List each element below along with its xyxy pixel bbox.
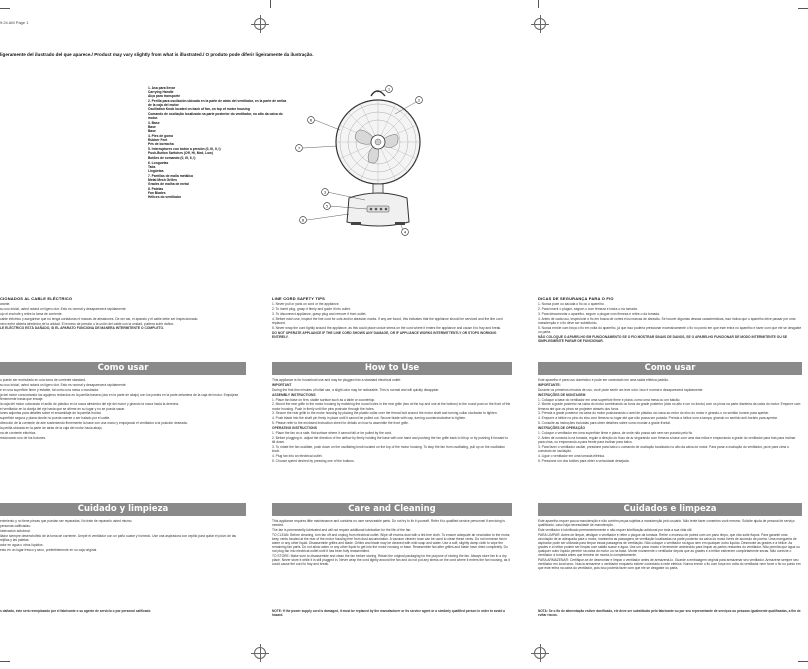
en-column	[272, 296, 512, 340]
print-mark: 9:24 AM Page 1	[0, 20, 29, 25]
en-care-title: Care and Cleaning	[272, 503, 512, 516]
part-item: 1. Asa para llevar Carrying Handle Alça para transporte	[148, 86, 181, 99]
callout-3	[322, 189, 329, 196]
pt-cord-title: DICAS DE SEGURANÇA PARA O FIO	[538, 296, 614, 301]
es-footer: s dañado, éste será reemplazado por el fabricante o su agente de servicio o por personal calificado	[0, 609, 151, 613]
svg-text:1: 1	[387, 87, 391, 92]
top-note: ligeramente del ilustrado del que aparece./ Product may vary slightly from what is illustrated./ O produto pode diferir ligeiramente da ilustração.	[0, 52, 314, 57]
svg-text:3: 3	[323, 190, 327, 195]
en-care-body: This appliance requires little maintenance and contains no user serviceable parts. Do not try to fix it yourself. Refer it to qualified service personnel if servicing is needed. The fan is permanently lubricated and will not require additional lubrication for the life of the fan. TO CLEAN: Before cleaning, turn fan off and unplug from electrical outlet. Wipe off excess dust with a lint-free cloth. To ensure adequate air circulation to the motor, keep vents located at the rear of the motor housing free from dust accumulation. A vacuum cleaner hose can be used to clean these vents. Do not immerse fan in water or any other liquid. Disassemble grilles and blade. Grilles and blade may be cleaned with mild soap and water. Use a soft, slightly damp cloth to wipe the remaining fan parts. Do not allow water or any other liquid to get into the motor housing or base. Reassemble fan after grilles and blade have dried completely. Do not plug fan into electrical outlet until it has been fully reassembled. TO STORE: Make sure to disassemble and clean the fan before storing. Retain the original packaging for the purpose of storing the fan. Always store fan in a dry place. Never store it while it is still plugged in. Never wrap the cord tightly around the fan and do not put any stress on the cord where it enters the fan housing, as it could cause the cord to fray and break.	[272, 519, 511, 567]
registration-mark	[534, 647, 546, 659]
en-footer: NOTE: If the power supply cord is damaged, it must be replaced by the manufacturer or its service agent or a similarly qualified person in order to avoid a hazard.	[272, 609, 505, 617]
pt-footer: NOTA: Se o fio de alimentação estiver danificado, ele deve ser substituído pelo fabricante ou por seu representante de serviços ou pessoas igualmente qualificadas, a fim de evitar riscos.	[538, 609, 801, 617]
svg-text:6: 6	[309, 118, 313, 123]
pt-how-body: Este aparelho é para uso doméstico e pode ser conectado em uma saída elétrica padrão. IMPORTANTE: Durante os primeiros minutos de uso, você pode sentir um leve odor. Isso é normal e desaparecerá rapidamente. INSTRUÇÕES DE MONTAGEM 1. Coloque a base do ventilador em uma superfície firme e plana, como uma mesa ou um balcão. 2. Monte a grade posterior na caixa do motor combinando os furos da grade posterior (dois no alto e um no fundo) com os pinos na parte dianteira da caixa do motor. Empurre com firmeza até que os pinos se projetem através dos furos. 3. Prenda a grade posterior na caixa do motor posicionando o anel de plástico na rosca ao redor do eixo do motor e girando-o no sentido horário para apertar. 4. Empurre a hélice no pino do eixo com firmeza no lugar até que não possa ser puxada. Prenda a hélice com a tampa, girando no sentido anti-horário para apertar. 5. Consulte as instruções incluídas para obter detalhes sobre como montar a grade frontal. INSTRUÇÕES DE OPERAÇÃO 1. Coloque o ventilador em uma superfície firme e plana, de onde não possa cair nem ser puxado pelo fio. 2. Antes de conectá-lo na tomada, regule a direção do fluxo de ar segurando com firmeza a base com uma das mãos e empurrando a grade do ventilador para trás para inclinar para cima, ou empurrando-a para frente para inclinar para baixo. 3. Para fazer o ventilador oscilar, pressione para baixo o comando de oscilação localizado no alto da caixa do motor. Para parar a oscilação do ventilador, puxe para cima o comando de oscilação. 4. Ligue o ventilador em uma tomada elétrica. 5. Pressione um dos botões para obter a velocidade desejada.	[538, 378, 801, 463]
es-care-title: Cuidado y limpieza	[0, 503, 246, 516]
part-item: 6. Longuetas Tabs Lingüetas	[148, 160, 169, 173]
es-cord-body: arante. su uso inicial, usted notará un ligero olor. Esto es normal y desaparecerá rápidamente. ojo el enchufe y retire la toma de corriente. cable eléctrico y asegúrese que no tenga cortaduras ni marcas de abrasiones. De ser así, el aparato y el cable debe ser inspeccionado. nero entre abierta alrededor de la unidad. El exceso de presión o la unión del cable con la unidad, pudiera sufrir daños. LE ELÉCTRICO ESTÁ DAÑADO, SI EL APARATO FUNCIONA DE MANERA INTERMITENTE O COMPLETO.	[0, 302, 199, 331]
part-item: 2. Perilla para oscilación ubicada en la parte de atrás del ventilador, en la parte de arriba de la caja del motor Oscillation Knob located on back of fan, on top of motor housing Comando de oscilação localizado na parte posterior do ventilador, no alto da caixa do motor.	[148, 99, 287, 120]
crop-mark	[0, 661, 10, 662]
callout-5	[324, 203, 331, 210]
es-how-body: o puede ser enchufado en una toma de corriente standard. su uso inicial, usted notará un ligero olor. Esto es normal y desaparecerá rápidamente. e en una superficie firme y estable, tal como una mesa o mostrador. ja del motor concordando los agujeros redondos en la parrilla trasera (dos en la parte de abajo) con los postes en la parte delantera de la caja del motor. Empújese firmemente hasta que encaje. la caja del motor colocando el anillo de plástico en la rosca alrededor del eje del motor y girando la rosca hacia la derecha. el ventilador en la clavija del eje hasta que se afirme en su lugar y no se pueda sacar. iones adjuntas para detalles sobre el ensamblaje de la parrilla frontal. superficie segura y plana donde no pueda caerse o ser halado por el cable. dirección de la corriente de aire sosteniendo firmemente la base con una mano y empujando el ventilador a la posición deseada. la perilla ubicada en la parte de atrás de la caja del motor hacia abajo. na de corriente eléctrica. resionando uno de los botones.	[0, 378, 239, 440]
part-item: 3. Base Base Base	[148, 120, 160, 133]
part-item: 8. Paletas Fan Blades Hélices do ventilador	[148, 187, 182, 200]
callout-7	[296, 145, 303, 152]
pt-column	[538, 296, 802, 344]
registration-mark	[254, 647, 266, 659]
callout-1	[386, 86, 393, 93]
pt-cord-body: 1. Nunca puxe ou sacuda o fio ou o aparelho. 2. Para inserir o plugue, segure-o com firmeza e insira-o na tomada. 3. Para desconectar o aparelho, segure o plugue com firmeza e retire-o da tomada. 4. Antes de cada uso, inspecione o fio em busca de cortes e/ou marcas de abrasão. Se houver algumas dessas características, isso indica que o aparelho deve passar por uma manutenção e o fio deve ser substituído. 5. Nunca enrole com força o fio em volta do aparelho, já que isso poderia pressionar excessivamente o fio no ponto em que este entra no aparelho e fazer com que ele se desgaste ou parta. NÃO COLOQUE O APARELHO EM FUNCIONAMENTO SE O FIO MOSTRAR SINAIS DE DANOS, SE O APARELHO FUNCIONAR DE MODO INTERMITENTE OU SE SIMPLESMENTE PARAR DE FUNCIONAR.	[538, 302, 802, 343]
part-item: 7. Parrillas de malla metálica Metal Mesh Grilles Grades de malha de metal	[148, 173, 193, 187]
svg-text:8: 8	[301, 218, 305, 223]
registration-mark	[534, 18, 546, 30]
en-how-body: This appliance is for household use and may be plugged into a standard electrical outlet. IMPORTANT During the first few minutes of initial use, a slight odor may be noticeable. This is normal and will quickly disappear. ASSEMBLY INSTRUCTIONS 1. Place fan base on firm, stable surface such as a table or countertop. 2. Mount the rear grille to the motor housing by matching the round holes in the rear grille (two at the top and one at the bottom) to the round post on the front of the motor housing. Push in firmly until the pins protrude through the holes. 3. Secure the rear grille to the motor housing by placing the plastic collar over the thread bolt around the motor shaft and turning collar clockwise to tighten. 4. Push blade into the shaft pin firmly in place until it cannot be pulled out. Secure blade with cap, turning counterclockwise to tighten. 5. Please refer to the enclosed instruction sheet for details on how to assemble the front grille. OPERATING INSTRUCTIONS 1. Place the fan on a safe, flat surface where it cannot fall or be pulled by the cord. 2. Before plugging in, adjust the direction of the airflow by firmly holding the base with one hand and pushing the fan grille back to tilt up or by pushing it forward to tilt down. 3. To rotate the fan oscillate, push down on the oscillating knob located on the top of the motor housing. To stop the fan from oscillating, pull up on the oscillation knob. 4. Plug fan into an electrical outlet. 5. Choose speed desired by pressing one of the buttons.	[272, 378, 511, 463]
fan-drawing	[336, 91, 420, 226]
en-cord-body: 1. Never pull or yank on cord or the appliance. 2. To insert plug, grasp it firmly and guide it into outlet. 3. To disconnect appliance, grasp plug and remove it from outlet. 4. Before each use, inspect the line cord for cuts and/or abrasion marks. If any are found, this indicates that the appliance should be serviced and the line cord replaced. 5. Never wrap the cord tightly around the appliance, as this could place undue stress on the cord where it enters the appliance and cause it to fray and break. DO NOT OPERATE APPLIANCE IF THE LINE CORD SHOWS ANY DAMAGE, OR IF APPLIANCE WORKS INTERMITTENTLY OR STOPS WORKING ENTIRELY.	[272, 302, 503, 339]
en-how-title: How to Use	[272, 362, 512, 375]
pt-care-body: Este aparelho requer pouca manutenção e não contém peças sujeitas a manutenção pelo usuário. Não tente fazer consertos você mesmo. Solicite ajuda de pessoal de serviço qualificado, caso haja necessidade de manutenção. Este ventilador é lubrificado permanentemente e não requer lubrificação adicional por toda a sua vida útil. PARA LIMPAR: Antes de limpar, desligue o ventilador e retire o plugue da tomada. Retire o excesso de poeira com um pano limpo, que não solte fiapos. Para garantir uma circulação de ar adequada para o motor, mantenha as passagens de ventilação localizadas na parte posterior da caixa do motor livres de acúmulo de poeira. Uma mangueira de aspirador pode ser utilizada para limpar essas passagens de ventilação. Não coloque o ventilador na água nem em qualquer outro líquido. Desmonte as grades e a hélice. As grades e a hélice podem ser limpas com sabão suave e água. Use um pano macio e levemente umedecido para limpar as partes restantes do ventilador. Não permita que água ou qualquer outro líquido penetre na caixa do motor ou na base. Monte novamente o ventilador depois que as grades e a hélice estiverem completamente secas. Não conecte o ventilador à tomada antes que termine de montá-lo completamente. PARA ARMAZENAR: Certifique-se de desmontar e limpar o ventilador antes de armazená-lo. Guarde a embalagem original para armazenar seu ventilador. Armazene sempre seu ventilador em local seco. Nunca armazene o ventilador enquanto estiver conectado à rede elétrica. Nunca enrole o fio com força em volta do ventilador nem force o fio no ponto em que este entra na caixa do ventilador, pois isso poderia fazer com que ele se desgaste ou parta.	[538, 519, 801, 571]
fan-illustration	[285, 80, 435, 240]
callout-8	[300, 217, 307, 224]
svg-text:7: 7	[297, 146, 301, 151]
pt-care-title: Cuidados e limpeza	[538, 503, 802, 516]
part-item: 4. Pies de goma Rubber Feet Pés de borracha	[148, 134, 174, 147]
crop-mark	[798, 8, 808, 9]
es-care-body: enimiento y no tiene piezas que puedan ser reparadas. No trate de repararlo usted mismo. personas calificadas. lubricación adicional. ilador siempre desenchúfelo de la toma de corriente. Limpie el ventilador con un paño suave y húmedo. Use una aspiradora con cepillo para quitar el polvo de las rejillas y las paletas. ador en agua u otros líquidos. esto en un lugar fresco y seco, preferiblemente en su caja original.	[0, 519, 237, 552]
crop-mark	[270, 0, 271, 8]
parts-list	[148, 86, 290, 200]
registration-mark	[254, 18, 266, 30]
es-how-title: Como usar	[0, 362, 246, 375]
pt-how-title: Como usar	[538, 362, 802, 375]
crop-mark	[798, 661, 808, 662]
svg-text:4: 4	[403, 230, 407, 235]
crop-mark	[538, 0, 539, 8]
es-cord-title: CIONADOS AL CABLE ELÉCTRICO	[0, 296, 73, 301]
svg-text:5: 5	[325, 204, 329, 209]
svg-text:2: 2	[417, 98, 421, 103]
en-cord-title: LINE CORD SAFETY TIPS	[272, 296, 326, 301]
callout-2	[416, 97, 423, 104]
callout-6	[308, 117, 315, 124]
crop-mark	[0, 8, 10, 9]
part-item: 5. Interruptores con botón a presión (0, III, II, I) Push-Button Switches (Off, Hi, Med, Low) Botões de comando (0, III, II, I)	[148, 147, 221, 160]
callout-4	[402, 229, 409, 236]
es-column	[0, 296, 246, 331]
